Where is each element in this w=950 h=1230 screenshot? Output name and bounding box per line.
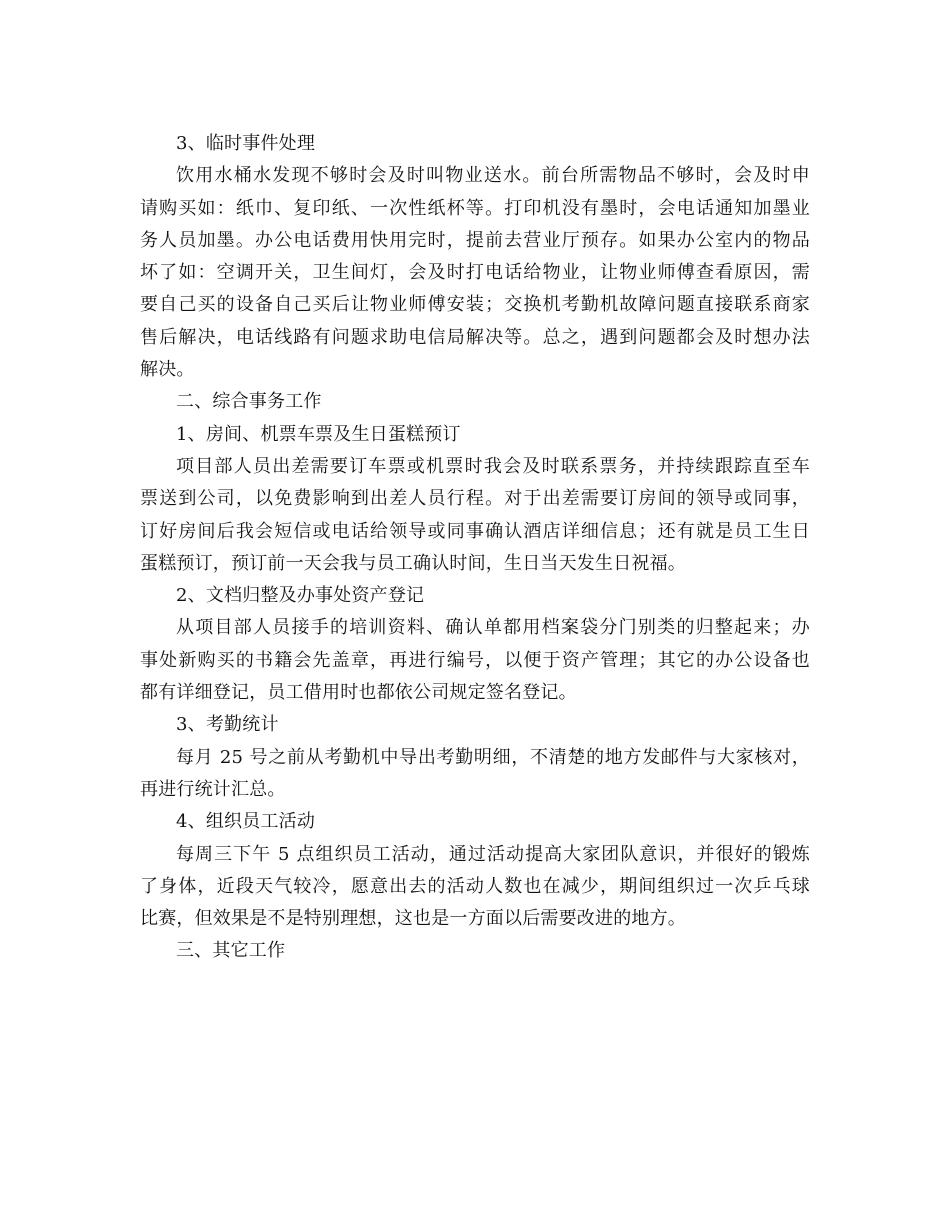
paragraph [140, 612, 810, 709]
paragraph-line: 都有详细登记，员工借用时也都依公司规定签名登记。 [140, 682, 577, 704]
document-body [140, 128, 810, 968]
paragraph-line: 订好房间后我会短信或电话给领导或同事确认酒店详细信息；还有就是员工生日 [140, 520, 810, 542]
paragraph-line: 再进行统计汇总。 [140, 778, 286, 800]
paragraph [140, 742, 810, 807]
section-heading: 三、其它工作 [176, 940, 286, 962]
paragraph-line: 饮用水桶水发现不够时会及时叫物业送水。前台所需物品不够时，会及时申 [176, 165, 810, 187]
paragraph-line: 解决。 [140, 359, 195, 381]
paragraph-line: 售后解决，电话线路有问题求助电信局解决等。总之，遇到问题都会及时想办法 [140, 326, 810, 348]
paragraph-line: 票送到公司，以免费影响到出差人员行程。对于出差需要订房间的领导或同事， [140, 488, 810, 510]
paragraph [140, 160, 810, 386]
subsection-heading: 2、文档归整及办事处资产登记 [176, 585, 425, 607]
paragraph-line: 务人员加墨。办公电话费用快用完时，提前去营业厅预存。如果办公室内的物品 [140, 229, 810, 251]
paragraph [140, 839, 810, 936]
paragraph-line: 坏了如：空调开关，卫生间灯，会及时打电话给物业，让物业师傅查看原因，需 [140, 262, 810, 284]
paragraph-line: 要自己买的设备自己买后让物业师傅安装；交换机考勤机故障问题直接联系商家 [140, 294, 810, 316]
paragraph-line: 每月 25 号之前从考勤机中导出考勤明细，不清楚的地方发邮件与大家核对， [176, 746, 810, 768]
paragraph [140, 451, 810, 580]
paragraph-line: 蛋糕预订，预订前一天会我与员工确认时间，生日当天发生日祝福。 [140, 552, 686, 574]
section-heading: 二、综合事务工作 [176, 391, 322, 413]
subsection-heading: 3、考勤统计 [176, 714, 279, 736]
section-heading: 3、临时事件处理 [176, 133, 316, 154]
paragraph-line: 项目部人员出差需要订车票或机票时我会及时联系票务，并持续跟踪直至车 [176, 455, 810, 477]
paragraph-line: 比赛，但效果是不是特别理想，这也是一方面以后需要改进的地方。 [140, 908, 686, 930]
paragraph-line: 了身体，近段天气较冷，愿意出去的活动人数也在减少，期间组织过一次乒乓球 [140, 875, 810, 897]
subsection-heading: 1、房间、机票车票及生日蛋糕预订 [176, 423, 461, 445]
paragraph-line: 每周三下午 5 点组织员工活动，通过活动提高大家团队意识，并很好的锻炼 [176, 843, 810, 865]
subsection-heading: 4、组织员工活动 [176, 811, 316, 833]
paragraph-line: 事处新购买的书籍会先盖章，再进行编号，以便于资产管理；其它的办公设备也 [140, 649, 810, 671]
paragraph-line: 请购买如：纸巾、复印纸、一次性纸杯等。打印机没有墨时，会电话通知加墨业 [140, 197, 810, 219]
paragraph-line: 从项目部人员接手的培训资料、确认单都用档案袋分门别类的归整起来；办 [176, 617, 810, 639]
